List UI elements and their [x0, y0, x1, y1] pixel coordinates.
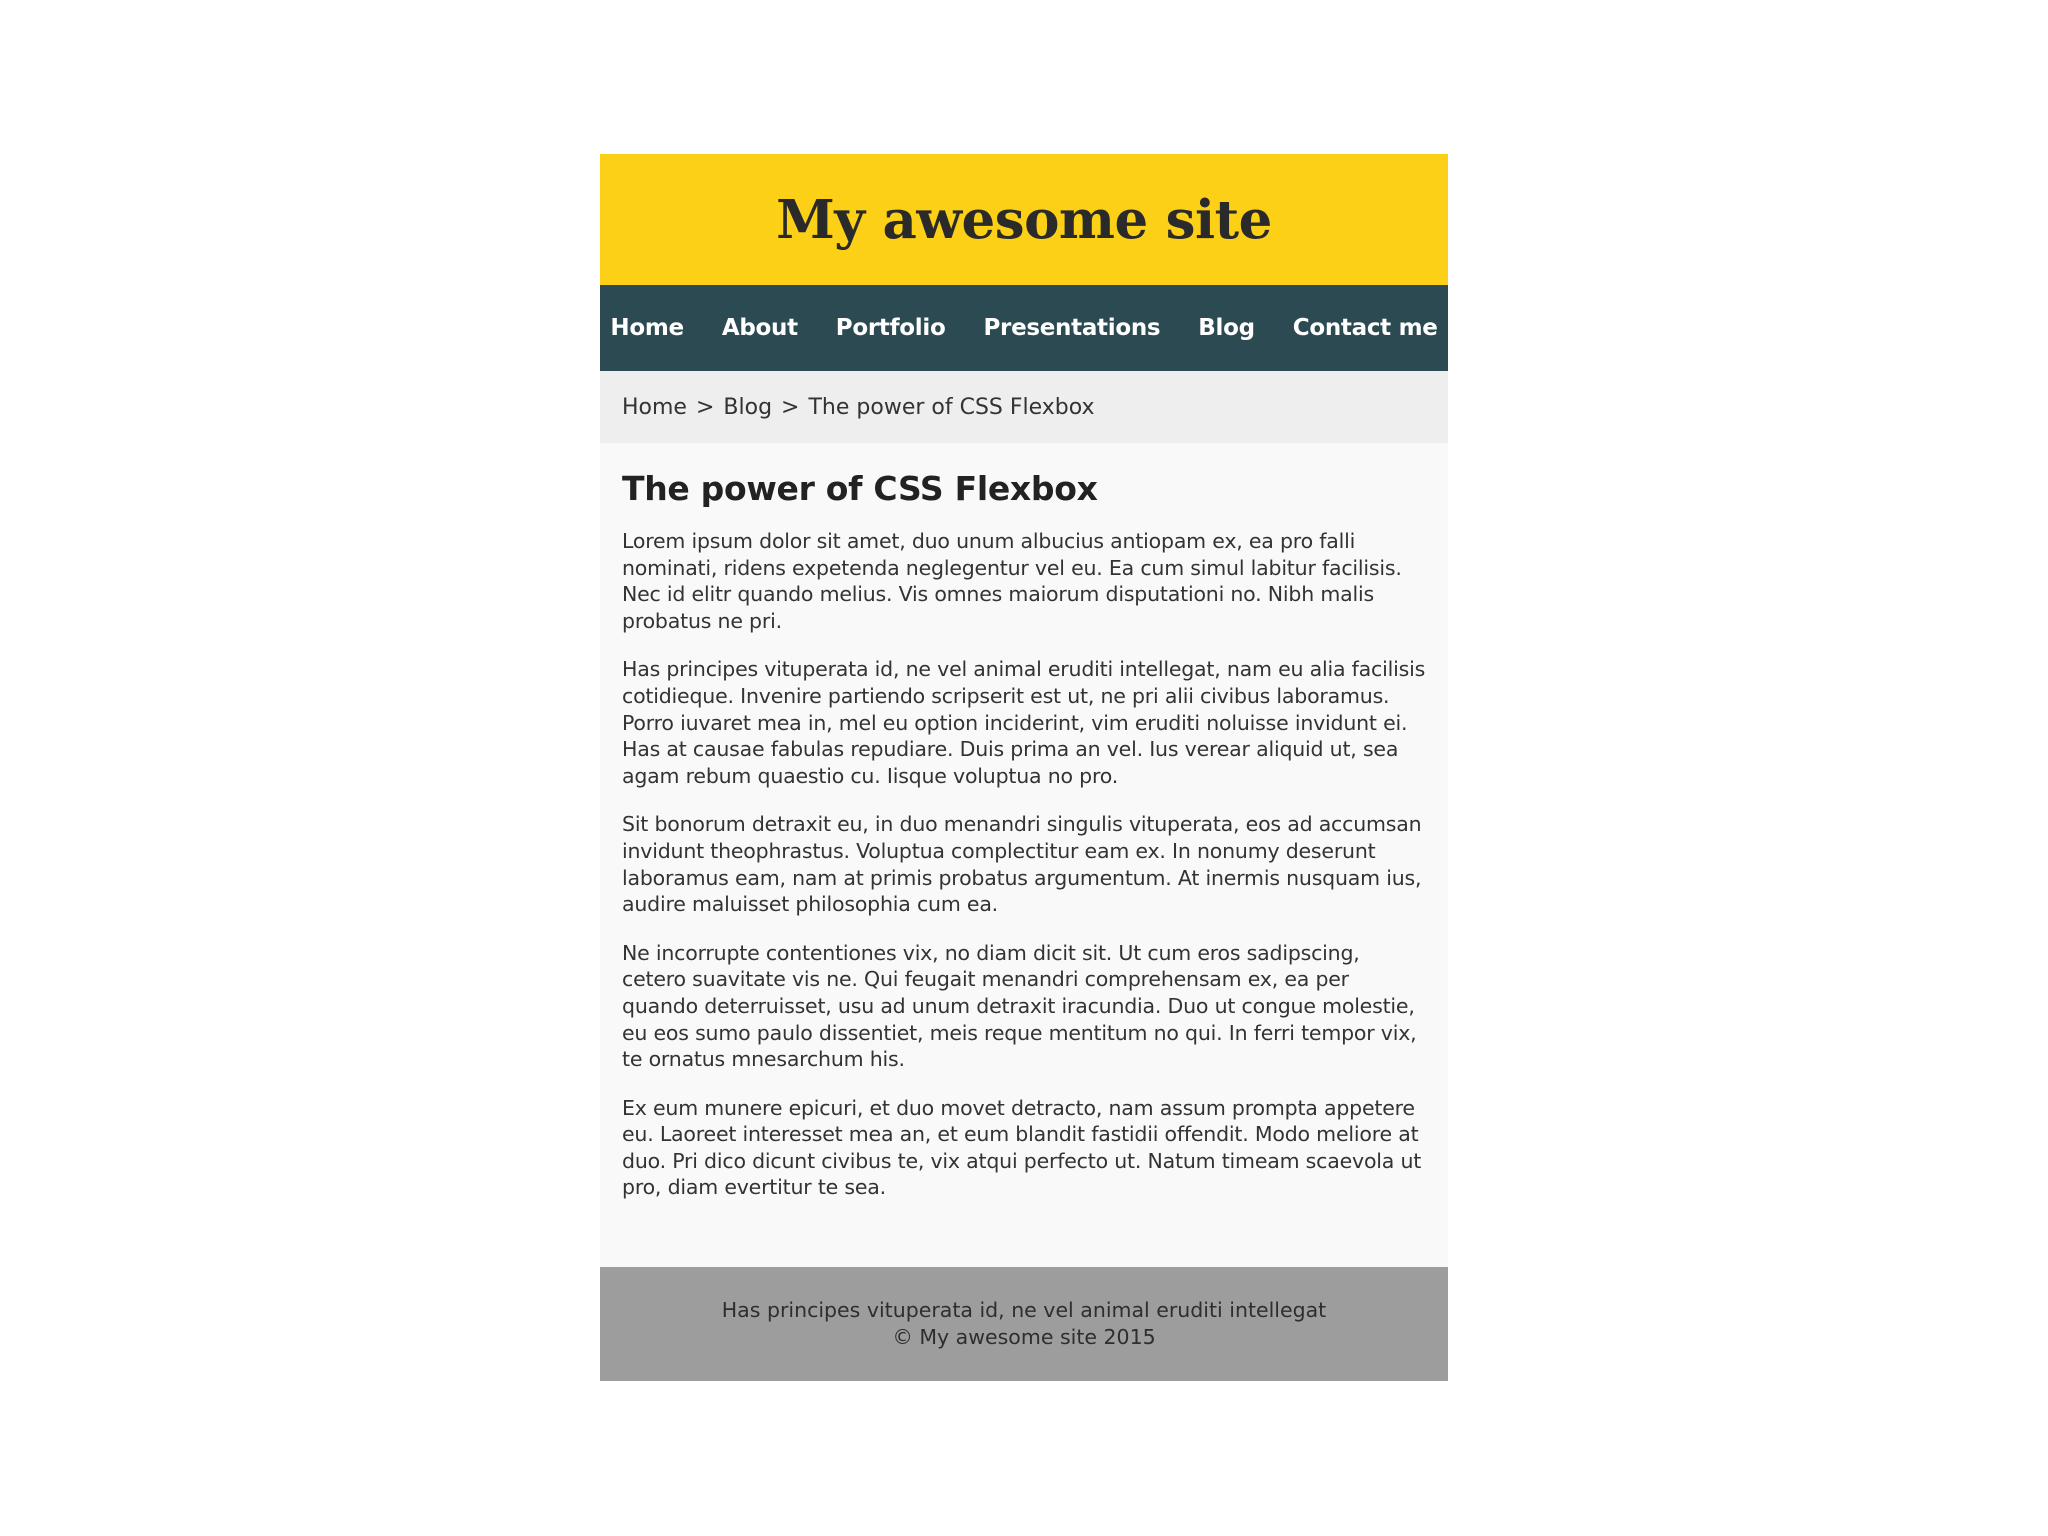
footer-tagline: Has principes vituperata id, ne vel animal eruditi intellegat [721, 1298, 1327, 1322]
article-paragraph: Lorem ipsum dolor sit amet, duo unum albucius antiopam ex, ea pro falli nominati, ridens expetenda neglegentur vel eu. Ea cum simul labitur facilisis. Nec id elitr quando melius. Vis omnes maiorum disputationi no. Nibh malis probatus ne pri. [622, 529, 1402, 633]
article-content [600, 443, 1448, 1220]
site-header [600, 154, 1448, 285]
nav-item-blog[interactable]: Blog [1198, 315, 1255, 341]
breadcrumb-current: The power of CSS Flexbox [808, 394, 1095, 420]
site-footer [600, 1267, 1448, 1381]
nav-item-home[interactable]: Home [610, 315, 684, 341]
nav-item-presentations[interactable]: Presentations [983, 315, 1161, 341]
nav-list [610, 315, 1437, 341]
main-nav [600, 285, 1448, 371]
breadcrumb-home[interactable]: Home [622, 394, 687, 420]
site-title: My awesome site [776, 188, 1272, 251]
nav-item-portfolio[interactable]: Portfolio [835, 315, 946, 341]
nav-item-about[interactable]: About [721, 315, 798, 341]
nav-item-contact[interactable]: Contact me [1292, 315, 1438, 341]
article-paragraph: Sit bonorum detraxit eu, in duo menandri singulis vituperata, eos ad accumsan invidunt theophrastus. Voluptua complectitur eam ex. In nonumy deserunt laboramus eam, nam at primis probatus argumentum. At inermis nusquam ius, audire maluisset philosophia cum ea. [622, 812, 1422, 917]
article-title: The power of CSS Flexbox [622, 469, 1098, 508]
page-container [600, 154, 1448, 1381]
article-paragraph: Ne incorrupte contentiones vix, no diam dicit sit. Ut cum eros sadipscing, cetero suavitate vis ne. Qui feugait menandri comprehensam ex, ea per quando deterruisset, usu ad unum detraxit iracundia. Duo ut congue molestie, eu eos sumo paulo dissentiet, meis reque mentitum no qui. In ferri tempor vix, te ornatus mnesarchum his. [622, 940, 1417, 1072]
breadcrumb-separator: > [781, 394, 800, 420]
breadcrumb-blog[interactable]: Blog [723, 394, 773, 420]
footer-copyright: © My awesome site 2015 [892, 1325, 1156, 1349]
breadcrumb [600, 371, 1448, 443]
breadcrumb-separator: > [695, 394, 715, 420]
article-paragraph: Ex eum munere epicuri, et duo movet detracto, nam assum prompta appetere eu. Laoreet interesset mea an, et eum blandit fastidii offendit. Modo meliore at duo. Pri dico dicunt civibus te, vix atqui perfecto ut. Natum timeam scaevola ut pro, diam evertitur te sea. [622, 1095, 1422, 1200]
article-paragraph: Has principes vituperata id, ne vel animal eruditi intellegat, nam eu alia facilisis cotidieque. Invenire partiendo scripserit est ut, ne pri alii civibus laboramus. Porro iuvaret mea in, mel eu option inciderint, vim eruditi noluisse invidunt ei. Has at causae fabulas repudiare. Duis prima an vel. Ius verear aliquid ut, sea agam rebum quaestio cu. Iisque voluptua no pro. [622, 657, 1426, 788]
